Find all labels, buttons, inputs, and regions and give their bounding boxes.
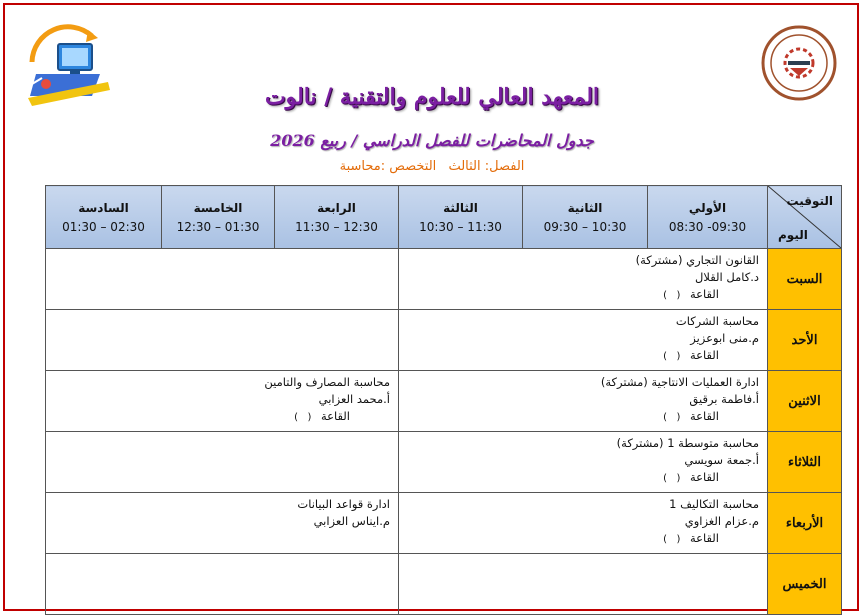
corner-cell [768, 186, 842, 249]
schedule-title: جدول المحاضرات للفصل الدراسي / ربيع 2026 [270, 131, 594, 150]
major-label: التخصص :محاسبة [339, 159, 437, 174]
morning-session: ادارة العمليات الانتاجية (مشتركة) أ.فاطمة برقيق القاعة ( ) [399, 371, 768, 432]
morning-session [399, 554, 768, 615]
table-row [46, 493, 842, 554]
day-label: الخميس [768, 554, 842, 615]
morning-session: محاسبة متوسطة 1 (مشتركة) أ.جمعة سويسي القاعة ( ) [399, 432, 768, 493]
table-row [46, 554, 842, 615]
afternoon-session: محاسبة المصارف والتامين أ.محمد العزابي القاعة ( ) [46, 371, 399, 432]
period-header: الثانية 09:30 – 10:30 [523, 186, 648, 249]
day-label: الثلاثاء [768, 432, 842, 493]
day-label: الاثنين [768, 371, 842, 432]
table-row [46, 310, 842, 371]
afternoon-session [46, 432, 399, 493]
period-header: الأولي 08:30 -09:30 [648, 186, 768, 249]
afternoon-session [46, 249, 399, 310]
table-row [46, 432, 842, 493]
morning-session: القانون التجاري (مشتركة) د.كامل القلال القاعة ( ) [399, 249, 768, 310]
day-label: السبت [768, 249, 842, 310]
afternoon-session: ادارة قواعد البيانات م.ايناس العزابي [46, 493, 399, 554]
morning-session: محاسبة التكاليف 1 م.عزام الغزاوي القاعة ( ) [399, 493, 768, 554]
period-header: الثالثة 10:30 – 11:30 [399, 186, 523, 249]
afternoon-session [46, 310, 399, 371]
period-header: السادسة 01:30 – 02:30 [46, 186, 162, 249]
day-label: الأحد [768, 310, 842, 371]
corner-time-label: التوقيت [786, 194, 833, 208]
day-label: الأربعاء [768, 493, 842, 554]
period-header: الخامسة 12:30 – 01:30 [162, 186, 275, 249]
schedule-table [45, 185, 842, 615]
afternoon-session [46, 554, 399, 615]
header-row [46, 186, 842, 249]
table-row [46, 249, 842, 310]
institute-title: المعهد العالي للعلوم والتقنية / نالوت [264, 84, 600, 110]
semester-label: الفصل: الثالث [448, 159, 525, 174]
table-row [46, 371, 842, 432]
semester-info [0, 159, 864, 174]
morning-session: محاسبة الشركات م.منى ابوعزيز القاعة ( ) [399, 310, 768, 371]
corner-day-label: اليوم [778, 228, 808, 242]
period-header: الرابعة 11:30 – 12:30 [275, 186, 399, 249]
